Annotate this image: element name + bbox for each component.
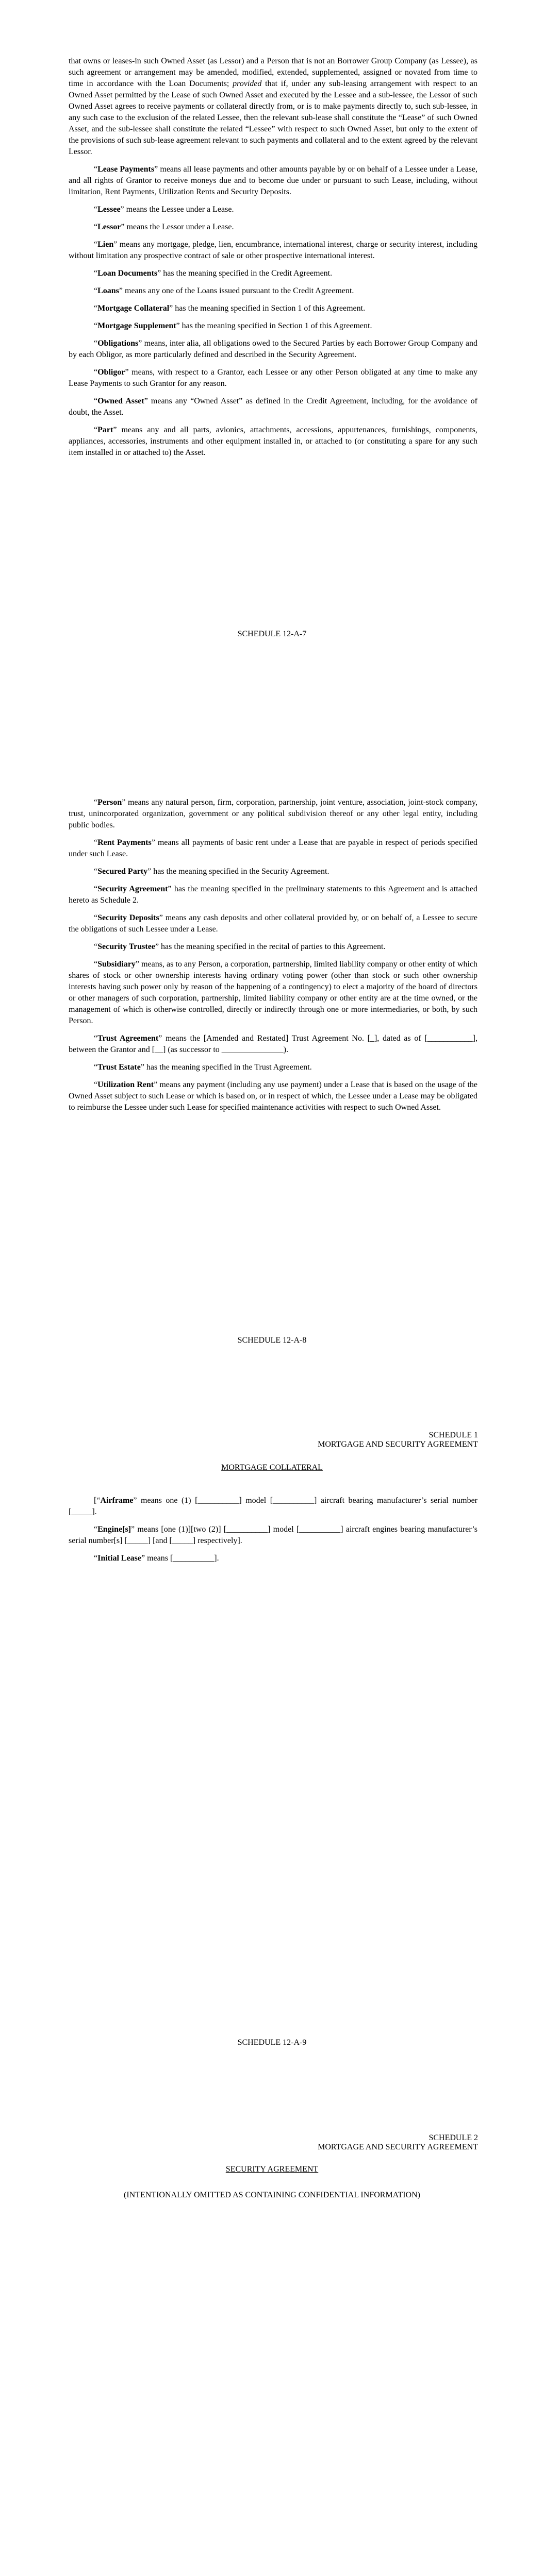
schedule-header [318,1431,478,1449]
paragraph-text: that if, under any sub-leasing arrangement with respect to an Owned Asset permitted by the Lease of such Owned Asset and executed by the Lessee and a sub-lessee, the Lessor of such Owned Asset agrees to receive payments or collateral directly from, or is to make payments directly to, such sub-lessee, in any such case to the exclusion of the related Lessee, then the relevant sub-lease shall constitute the “Lease” of such Owned Asset, and the sub-lessee shall constitute the related “Lessee” with respect to such Owned Asset, but only to the extent of the provisions of such sub-lease agreement relevant to such payments and collateral and to the extent agreed by the relevant Lessor. [69,79,478,156]
definition-text: ” means any and all parts, avionics, attachments, accessions, appurtenances, furnishings, components, appliances, accessories, instruments and other equipment installed in, or attached to (or constituting a spare for any such item installed in or attached to) the Asset. [69,426,477,457]
defined-term: Engine[s] [97,1525,131,1534]
definition-paragraph [69,959,477,1027]
definition-text: ” means the Lessor under a Lease. [121,223,234,231]
defined-term: Rent Payments [97,838,152,847]
definition-text: ” means, as to any Person, a corporation, partnership, limited liability company or other entity of which shares of stock or other ownership interests having ordinary voting power (other than stock or such other ownership interests having such power only by reason of the happening of a contingency) to elect a majority of the board of directors or other managers of such corporation, partnership, limited liability company or other entity are at the time owned, or the management of which is otherwise controlled, directly or indirectly through one or more intermediaries, or both, by such Person. [69,960,477,1025]
definition-open-quote: “ [94,1063,98,1072]
defined-term: Mortgage Collateral [97,304,170,313]
definition-open-quote: “ [94,798,98,807]
definition-text: ” means any one of the Loans issued pursuant to the Credit Agreement. [119,286,354,295]
definition-text: ” means the Lessee under a Lease. [120,205,234,214]
definition-text: ” has the meaning specified in the Trust Agreement. [140,1063,312,1072]
page-2-body [69,791,477,1113]
definition-paragraph [69,1062,477,1073]
definition-text: ” has the meaning specified in the Security Agreement. [147,867,329,876]
definition-paragraph [69,425,477,459]
definition-text: ” means any cash deposits and other collateral provided by, or on behalf of, a Lessee to secure the obligations of such Lessee under a Lease. [69,913,478,934]
definition-paragraph [69,1553,477,1564]
defined-term: Trust Estate [97,1063,141,1072]
definition-open-quote: “ [94,426,98,434]
definition-paragraph [69,1079,477,1113]
defined-term: Utilization Rent [97,1080,154,1089]
definition-text: ” has the meaning specified in Section 1 of this Agreement. [176,321,372,330]
definition-paragraph [69,912,477,935]
definition-paragraph [69,866,477,877]
defined-term: Security Trustee [97,942,155,951]
defined-term: Lease Payments [97,165,155,174]
definition-open-quote: “ [94,304,98,313]
definition-text: ” means all lease payments and other amounts payable by or on behalf of a Lessee under a Lease, and all rights of Grantor to receive moneys due and to become due under or pursuant to such Lease, including, without limitation, Rent Payments, Utilization Rents and Security Deposits. [69,165,478,196]
definitions-list [69,797,477,1113]
definition-open-quote: “ [94,240,98,249]
definition-open-quote: “ [94,339,98,348]
page-footer: SCHEDULE 12-A-7 [237,630,307,638]
definition-text: ” means any payment (including any use payment) under a Lease that is based on the usage of the Owned Asset subject to such Lease or which is based on, or in respect of which, the Lessee under a Lease may be obligated to reimburse the Lessee under such Lease for specified maintenance activities with respect to such Owned Asset. [69,1080,478,1112]
definition-paragraph [69,941,477,953]
definition-open-quote: “ [94,942,98,951]
schedule-number: SCHEDULE 1 [428,1431,478,1439]
defined-term: Security Agreement [97,885,168,893]
definition-text: ” means, inter alia, all obligations owed to the Secured Parties by each Borrower Group Company and by each Obligor, as more particularly defined and described in the Security Agreement. [69,339,477,359]
definition-text: ” means, with respect to a Grantor, each Lessee or any other Person obligated at any time to make any Lease Payments to such Grantor for any reason. [69,368,477,388]
page-3-body [69,1489,477,1564]
definition-paragraph [69,164,477,198]
definition-open-quote: “ [94,913,98,922]
definition-open-quote: “ [94,368,98,377]
definition-open-quote: “ [94,960,98,969]
definition-open-quote: “ [94,1554,98,1563]
definition-paragraph [69,222,477,233]
definition-paragraph [69,204,477,215]
definition-open-quote: “ [94,1080,98,1089]
schedule-number: SCHEDULE 2 [428,2133,478,2142]
definition-text: ” means one (1) [__________] model [__________] aircraft bearing manufacturer’s serial number [_____]. [69,1496,477,1516]
defined-term: Lessee [97,205,121,214]
defined-term: Loans [97,286,119,295]
definition-paragraph [69,320,477,332]
definition-paragraph [69,239,477,262]
definitions-list [69,1495,477,1564]
lease-definition-continuation [69,56,477,158]
defined-term: Initial Lease [97,1554,141,1563]
defined-term: Airframe [100,1496,134,1505]
definition-open-quote: “ [94,223,98,231]
definition-text: ” has the meaning specified in the recital of parties to this Agreement. [155,942,386,951]
definition-open-quote: “ [94,269,98,278]
definition-open-quote: “ [94,397,98,405]
defined-term: Lessor [97,223,121,231]
definition-paragraph [69,884,477,906]
definition-open-quote: “ [94,286,98,295]
definition-paragraph [69,1524,477,1547]
omitted-notice: (INTENTIONALLY OMITTED AS CONTAINING CONFIDENTIAL INFORMATION) [124,2191,420,2199]
definition-text: ” means any “Owned Asset” as defined in the Credit Agreement, including, for the avoidance of doubt, the Asset. [69,397,478,417]
definition-text: ” means any mortgage, pledge, lien, encumbrance, international interest, charge or security interest, including without limitation any prospective contract of sale or other prospective international interest. [69,240,477,260]
definition-paragraph [69,837,477,860]
defined-term: Part [97,426,113,434]
definition-open-quote: “ [94,867,98,876]
definition-text: ” means any natural person, firm, corporation, partnership, joint venture, association, joint-stock company, trust, unincorporated organization, government or any political subdivision thereof or any other legal entity, including public bodies. [69,798,477,829]
definition-text: ” has the meaning specified in the preliminary statements to this Agreement and is attached hereto as Schedule 2. [69,885,478,905]
defined-term: Loan Documents [97,269,158,278]
definition-open-quote: “ [94,165,98,174]
defined-term: Subsidiary [97,960,136,969]
schedule-agreement-name: MORTGAGE AND SECURITY AGREEMENT [318,1440,478,1449]
definition-paragraph [69,303,477,314]
defined-term: Obligations [97,339,139,348]
definition-text: ” has the meaning specified in Section 1 of this Agreement. [169,304,366,313]
schedule-agreement-name: MORTGAGE AND SECURITY AGREEMENT [318,2143,478,2151]
definition-paragraph [69,285,477,297]
definition-open-quote: [“ [94,1496,101,1505]
definition-open-quote: “ [94,1525,98,1534]
definition-text: ” means all payments of basic rent under a Lease that are payable in respect of periods specified under such Lease. [69,838,477,858]
page-footer: SCHEDULE 12-A-8 [237,1336,307,1345]
definition-open-quote: “ [94,1034,98,1043]
definition-text: ” means [one (1)][two (2)] [__________] model [__________] aircraft engines bearing manufacturer’s serial number[s] [_____] [and [_____] respectively]. [69,1525,477,1545]
paragraph-text: that owns or leases-in such Owned Asset (as Lessor) and a Person that is not an Borrower Group Company (as Lessee), as such agreement or arrangement may be amended, modified, extended, supplemented, assigned or novated from time to time in accordance with the Loan Documents; [69,57,477,88]
schedule-header [318,2133,478,2152]
definition-open-quote: “ [94,321,98,330]
definition-open-quote: “ [94,885,98,893]
defined-term: Person [97,798,122,807]
defined-term: Lien [97,240,114,249]
schedule-title: MORTGAGE COLLATERAL [221,1463,323,1472]
definition-paragraph [69,396,477,418]
definition-paragraph [69,268,477,279]
definition-paragraph [69,338,477,361]
definition-paragraph [69,1033,477,1056]
definition-paragraph [69,797,477,831]
defined-term: Mortgage Supplement [97,321,176,330]
page-footer: SCHEDULE 12-A-9 [237,2038,307,2047]
schedule-title: SECURITY AGREEMENT [225,2165,319,2174]
page-1-body [69,56,477,459]
defined-term: Security Deposits [97,913,159,922]
definition-text: ” means the [Amended and Restated] Trust Agreement No. [_], dated as of [___________], between the Grantor and [__] (as successor to _______________). [69,1034,477,1054]
defined-term: Obligor [97,368,125,377]
defined-term: Trust Agreement [97,1034,159,1043]
definition-text: ” means [__________]. [141,1554,219,1563]
definition-open-quote: “ [94,838,98,847]
definitions-list [69,164,477,459]
definition-text: ” has the meaning specified in the Credit Agreement. [157,269,333,278]
provided-italic: provided [233,79,262,88]
definition-paragraph [69,367,477,389]
defined-term: Secured Party [97,867,148,876]
defined-term: Owned Asset [97,397,144,405]
definition-paragraph [69,1495,477,1518]
definition-open-quote: “ [94,205,98,214]
